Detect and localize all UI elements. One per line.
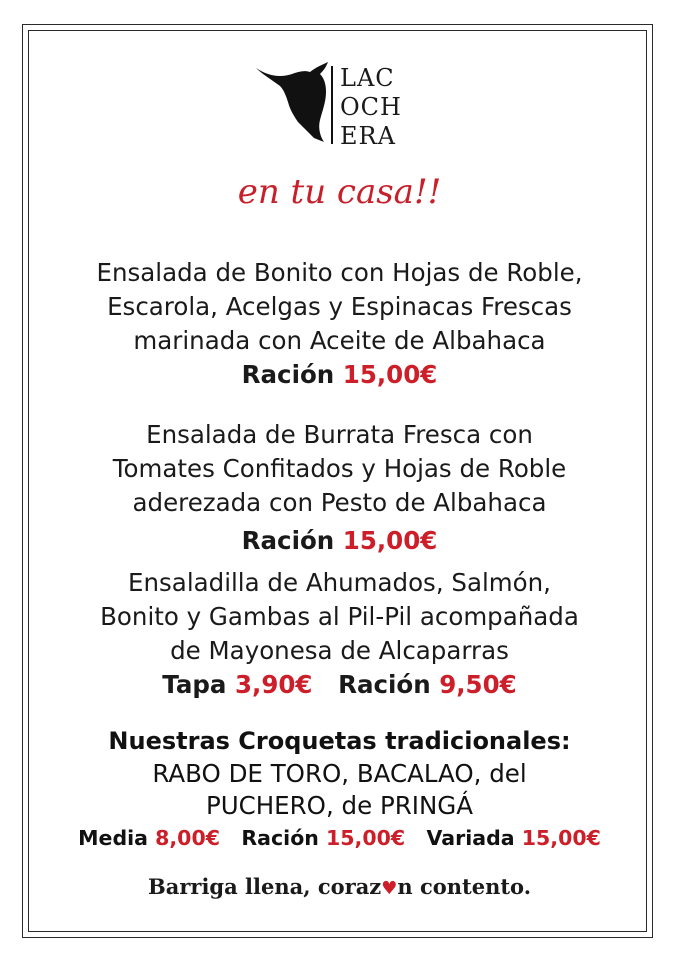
dish-1-line-2: Escarola, Acelgas y Espinacas Frescas	[107, 292, 572, 321]
dish-2-line-1: Ensalada de Burrata Fresca con	[146, 420, 533, 449]
footer-after: n contento.	[397, 874, 532, 899]
dish-1-price-line	[0, 358, 679, 392]
dish-3-tapa-price: 3,90€	[234, 670, 313, 699]
dish-1-line-3: marinada con Aceite de Albahaca	[133, 326, 546, 355]
croquetas-section	[0, 724, 679, 854]
tagline: en tu casa!!	[237, 172, 442, 212]
variada-price: 15,00€	[521, 826, 601, 850]
dish-3-line-1: Ensaladilla de Ahumados, Salmón,	[128, 568, 551, 597]
brand-line-1: LAC	[340, 64, 395, 92]
dish-2	[0, 418, 679, 558]
brand-name	[340, 64, 402, 151]
dish-3	[0, 566, 679, 702]
dish-3-price-label: Ración	[338, 670, 431, 699]
dish-2-line-3: aderezada con Pesto de Albahaca	[132, 488, 547, 517]
dish-2-price: 15,00€	[342, 526, 438, 555]
heart-icon: ♥	[381, 878, 398, 899]
footer-slogan	[0, 874, 679, 899]
dish-3-line-2: Bonito y Gambas al Pil-Pil acompañada	[100, 602, 579, 631]
dish-3-price: 9,50€	[439, 670, 517, 699]
dish-1-price: 15,00€	[342, 360, 438, 389]
racion-label: Ración	[241, 826, 319, 850]
dish-3-tapa-label: Tapa	[162, 670, 227, 699]
footer-before: Barriga llena, coraz	[147, 874, 382, 899]
croquetas-title: Nuestras Croquetas tradicionales:	[108, 727, 571, 755]
dish-3-line-3: de Mayonesa de Alcaparras	[170, 636, 509, 665]
dish-2-price-label: Ración	[241, 526, 335, 555]
media-label: Media	[78, 826, 148, 850]
brand-line-3: ERA	[340, 122, 396, 150]
dish-1-price-label: Ración	[241, 360, 335, 389]
variada-label: Variada	[426, 826, 515, 850]
dish-1-line-1: Ensalada de Bonito con Hojas de Roble,	[96, 258, 583, 287]
croquetas-line-1: RABO DE TORO, BACALAO, del	[152, 759, 527, 788]
dish-1	[0, 256, 679, 392]
dish-3-price-line	[0, 668, 679, 702]
racion-price: 15,00€	[326, 826, 406, 850]
media-price: 8,00€	[155, 826, 220, 850]
dish-2-price-line	[0, 524, 679, 558]
dish-2-line-2: Tomates Confitados y Hojas de Roble	[112, 454, 567, 483]
brand-line-2: OCH	[340, 93, 402, 121]
croquetas-line-2: PUCHERO, de PRINGÁ	[205, 791, 474, 820]
croquetas-prices	[0, 822, 679, 854]
